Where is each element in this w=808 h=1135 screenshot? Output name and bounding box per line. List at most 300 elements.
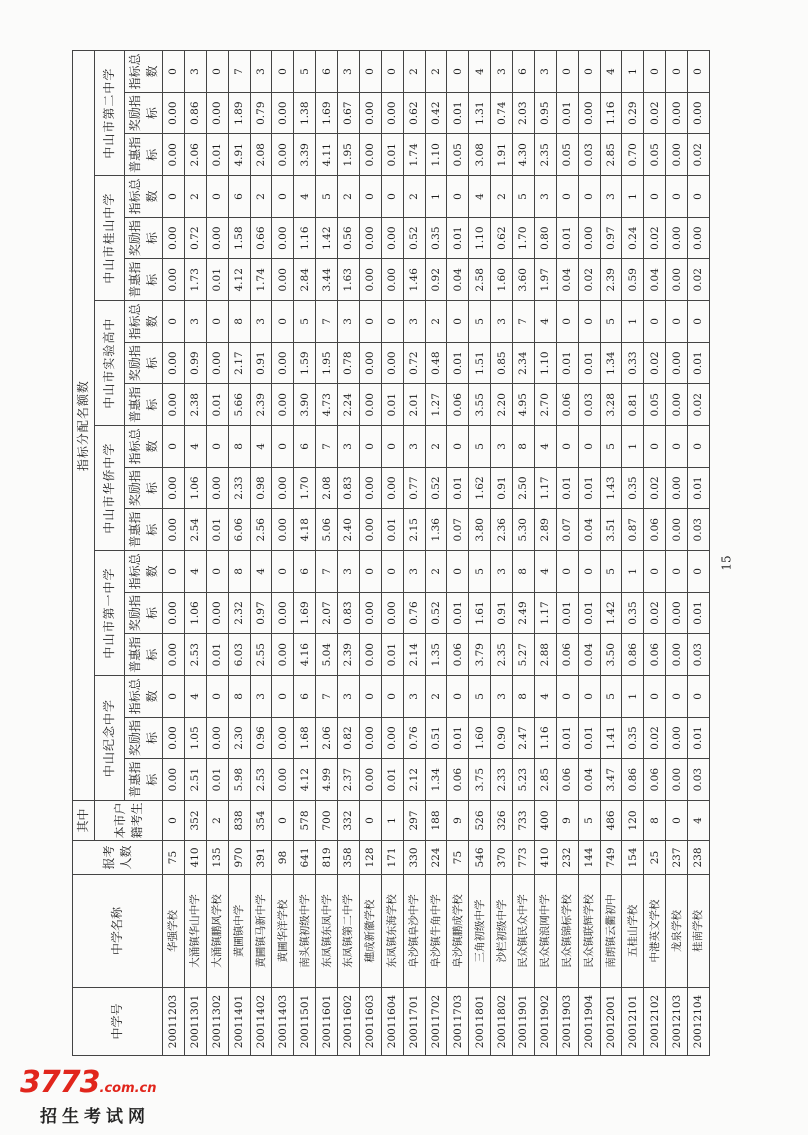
quota-cell: 0.00 <box>163 509 185 551</box>
quota-cell: 0.05 <box>447 134 469 176</box>
school-code-cell: 20011703 <box>447 988 469 1056</box>
quota-cell: 3 <box>491 676 513 718</box>
header-code: 中学号 <box>73 988 163 1056</box>
subheader-cell: 奖励指标 <box>125 592 163 634</box>
applicants-cell: 970 <box>228 841 250 875</box>
quota-cell: 0.00 <box>206 342 228 384</box>
quota-cell: 0 <box>206 301 228 343</box>
quota-cell: 7 <box>228 51 250 93</box>
quota-cell: 0 <box>163 176 185 218</box>
quota-cell: 1.70 <box>513 217 535 259</box>
quota-cell: 0.00 <box>359 384 381 426</box>
school-name-cell: 阜沙镇鹏成学校 <box>447 875 469 988</box>
quota-cell: 0.66 <box>250 217 272 259</box>
quota-cell: 0.67 <box>338 92 360 134</box>
quota-cell: 0.01 <box>206 384 228 426</box>
quota-cell: 0.06 <box>556 634 578 676</box>
quota-cell: 0.83 <box>338 467 360 509</box>
table-row <box>666 51 688 1056</box>
quota-cell: 3.80 <box>469 509 491 551</box>
applicants-cell: 154 <box>622 841 644 875</box>
quota-cell: 1 <box>622 176 644 218</box>
quota-cell: 2.38 <box>184 384 206 426</box>
quota-cell: 0 <box>447 51 469 93</box>
quota-cell: 0.00 <box>359 634 381 676</box>
school-code-cell: 20011802 <box>491 988 513 1056</box>
quota-cell: 5 <box>316 176 338 218</box>
quota-cell: 0.01 <box>688 342 710 384</box>
quota-cell: 6.03 <box>228 634 250 676</box>
school-code-cell: 20011603 <box>359 988 381 1056</box>
subheader-cell: 指标总数 <box>125 176 163 218</box>
quota-cell: 0 <box>578 176 600 218</box>
school-name-cell: 黄圃镇中学 <box>228 875 250 988</box>
quota-cell: 5 <box>294 301 316 343</box>
school-code-cell: 20011501 <box>294 988 316 1056</box>
quota-cell: 0.01 <box>206 509 228 551</box>
quota-cell: 0 <box>644 51 666 93</box>
quota-cell: 1.69 <box>294 592 316 634</box>
quota-cell: 2.08 <box>250 134 272 176</box>
subheader-cell: 奖励指标 <box>125 217 163 259</box>
quota-cell: 5 <box>469 426 491 468</box>
quota-cell: 0 <box>644 551 666 593</box>
quota-cell: 0 <box>666 676 688 718</box>
quota-cell: 0 <box>359 301 381 343</box>
local-hukou-cell: 188 <box>425 801 447 841</box>
quota-cell: 5 <box>513 176 535 218</box>
quota-cell: 0.83 <box>338 592 360 634</box>
quota-cell: 4 <box>534 676 556 718</box>
quota-cell: 0.00 <box>206 717 228 759</box>
quota-cell: 8 <box>228 676 250 718</box>
quota-cell: 0 <box>163 51 185 93</box>
quota-cell: 0.00 <box>666 467 688 509</box>
quota-cell: 1.16 <box>600 92 622 134</box>
quota-cell: 3.08 <box>469 134 491 176</box>
quota-cell: 0.01 <box>381 634 403 676</box>
local-hukou-cell: 700 <box>316 801 338 841</box>
school-code-cell: 20011601 <box>316 988 338 1056</box>
applicants-cell: 410 <box>184 841 206 875</box>
quota-cell: 1.58 <box>228 217 250 259</box>
quota-cell: 0.02 <box>644 467 666 509</box>
table-row <box>644 51 666 1056</box>
quota-cell: 2.49 <box>513 592 535 634</box>
table-row <box>338 51 360 1056</box>
quota-cell: 1.91 <box>491 134 513 176</box>
quota-cell: 3 <box>338 51 360 93</box>
school-code-cell: 20012102 <box>644 988 666 1056</box>
quota-cell: 4 <box>294 176 316 218</box>
quota-cell: 0.01 <box>447 717 469 759</box>
quota-cell: 0.24 <box>622 217 644 259</box>
quota-cell: 7 <box>316 676 338 718</box>
quota-cell: 2.14 <box>403 634 425 676</box>
table-row <box>534 51 556 1056</box>
quota-cell: 0.72 <box>184 217 206 259</box>
quota-cell: 0.00 <box>359 259 381 301</box>
quota-cell: 0 <box>666 176 688 218</box>
quota-cell: 0.00 <box>163 634 185 676</box>
table-row <box>491 51 513 1056</box>
quota-cell: 0.00 <box>163 592 185 634</box>
quota-cell: 2 <box>403 176 425 218</box>
quota-cell: 0.02 <box>688 259 710 301</box>
quota-cell: 1.31 <box>469 92 491 134</box>
school-code-cell: 20011901 <box>513 988 535 1056</box>
local-hukou-cell: 733 <box>513 801 535 841</box>
quota-cell: 0.00 <box>206 467 228 509</box>
quota-cell: 1.17 <box>534 592 556 634</box>
applicants-cell: 773 <box>513 841 535 875</box>
quota-cell: 0.92 <box>425 259 447 301</box>
quota-cell: 0.62 <box>491 217 513 259</box>
quota-cell: 2.54 <box>184 509 206 551</box>
school-name-cell: 桂南学校 <box>688 875 710 988</box>
quota-cell: 3.51 <box>600 509 622 551</box>
school-code-cell: 20011401 <box>228 988 250 1056</box>
quota-cell: 2.53 <box>250 759 272 801</box>
quota-cell: 3 <box>184 301 206 343</box>
quota-cell: 0 <box>447 676 469 718</box>
quota-cell: 2.39 <box>338 634 360 676</box>
site-logo[interactable] <box>20 1066 195 1126</box>
quota-cell: 2 <box>491 176 513 218</box>
school-code-cell: 20012104 <box>688 988 710 1056</box>
local-hukou-cell: 578 <box>294 801 316 841</box>
quota-cell: 1.16 <box>534 717 556 759</box>
applicants-cell: 358 <box>338 841 360 875</box>
school-code-cell: 20011203 <box>163 988 185 1056</box>
quota-cell: 1 <box>622 551 644 593</box>
school-name-cell: 五桂山学校 <box>622 875 644 988</box>
quota-cell: 1.70 <box>294 467 316 509</box>
quota-cell: 1 <box>622 51 644 93</box>
quota-cell: 1.43 <box>600 467 622 509</box>
quota-cell: 0.01 <box>578 342 600 384</box>
quota-cell: 4 <box>600 51 622 93</box>
quota-cell: 6 <box>228 176 250 218</box>
quota-cell: 0.98 <box>250 467 272 509</box>
quota-cell: 0.80 <box>534 217 556 259</box>
quota-cell: 0.01 <box>206 259 228 301</box>
quota-cell: 0.06 <box>447 384 469 426</box>
school-name-cell: 民众镇联辉学校 <box>578 875 600 988</box>
quota-cell: 1.42 <box>316 217 338 259</box>
quota-cell: 6 <box>316 51 338 93</box>
quota-cell: 0.00 <box>359 509 381 551</box>
quota-cell: 0 <box>447 551 469 593</box>
applicants-cell: 144 <box>578 841 600 875</box>
quota-cell: 0 <box>556 426 578 468</box>
quota-cell: 0.77 <box>403 467 425 509</box>
quota-cell: 4 <box>469 176 491 218</box>
quota-cell: 4.11 <box>316 134 338 176</box>
quota-cell: 1 <box>622 301 644 343</box>
local-hukou-cell: 354 <box>250 801 272 841</box>
quota-cell: 2 <box>250 176 272 218</box>
table-row <box>688 51 710 1056</box>
quota-cell: 0 <box>666 51 688 93</box>
quota-cell: 5 <box>469 676 491 718</box>
school-code-cell: 20011602 <box>338 988 360 1056</box>
local-hukou-cell: 120 <box>622 801 644 841</box>
quota-cell: 0.00 <box>272 467 294 509</box>
local-hukou-cell: 1 <box>381 801 403 841</box>
school-code-cell: 20011402 <box>250 988 272 1056</box>
quota-cell: 8 <box>513 551 535 593</box>
quota-cell: 0.00 <box>666 634 688 676</box>
applicants-cell: 819 <box>316 841 338 875</box>
quota-cell: 0 <box>272 676 294 718</box>
school-name-cell: 龙泉学校 <box>666 875 688 988</box>
quota-cell: 1.89 <box>228 92 250 134</box>
quota-cell: 0 <box>578 676 600 718</box>
quota-cell: 5.27 <box>513 634 535 676</box>
quota-cell: 0.04 <box>578 509 600 551</box>
quota-cell: 3 <box>338 676 360 718</box>
quota-cell: 0.05 <box>644 384 666 426</box>
quota-cell: 4.91 <box>228 134 250 176</box>
quota-cell: 0.51 <box>425 717 447 759</box>
quota-cell: 0 <box>381 301 403 343</box>
table-row <box>425 51 447 1056</box>
quota-cell: 0.00 <box>688 217 710 259</box>
applicants-cell: 25 <box>644 841 666 875</box>
quota-cell: 0.00 <box>381 592 403 634</box>
quota-cell: 1.34 <box>600 342 622 384</box>
local-hukou-cell: 9 <box>556 801 578 841</box>
quota-cell: 0 <box>556 676 578 718</box>
quota-cell: 7 <box>316 551 338 593</box>
quota-cell: 0.06 <box>644 634 666 676</box>
school-code-cell: 20012001 <box>600 988 622 1056</box>
quota-cell: 2.53 <box>184 634 206 676</box>
quota-cell: 2.32 <box>228 592 250 634</box>
school-header: 中山市实验高中 <box>95 301 125 426</box>
quota-cell: 0.97 <box>600 217 622 259</box>
local-hukou-cell: 326 <box>491 801 513 841</box>
applicants-cell: 546 <box>469 841 491 875</box>
quota-cell: 1.68 <box>294 717 316 759</box>
quota-cell: 5 <box>600 676 622 718</box>
school-header: 中山市第一中学 <box>95 551 125 676</box>
quota-cell: 3 <box>250 51 272 93</box>
quota-cell: 4 <box>250 551 272 593</box>
quota-cell: 4.95 <box>513 384 535 426</box>
quota-cell: 2.84 <box>294 259 316 301</box>
quota-cell: 4 <box>184 676 206 718</box>
quota-cell: 0 <box>163 426 185 468</box>
applicants-cell: 237 <box>666 841 688 875</box>
quota-cell: 0.00 <box>272 134 294 176</box>
quota-cell: 0.03 <box>688 634 710 676</box>
table-row <box>403 51 425 1056</box>
quota-cell: 0 <box>359 426 381 468</box>
quota-cell: 0 <box>272 426 294 468</box>
quota-cell: 0 <box>688 301 710 343</box>
quota-cell: 7 <box>513 301 535 343</box>
quota-cell: 0 <box>381 676 403 718</box>
subheader-cell: 普惠指标 <box>125 259 163 301</box>
quota-cell: 0.02 <box>644 717 666 759</box>
quota-cell: 0.62 <box>403 92 425 134</box>
quota-cell: 3 <box>338 551 360 593</box>
quota-cell: 1.60 <box>469 717 491 759</box>
quota-cell: 3.28 <box>600 384 622 426</box>
quota-cell: 1.95 <box>316 342 338 384</box>
quota-cell: 0.99 <box>184 342 206 384</box>
quota-cell: 2.08 <box>316 467 338 509</box>
subheader-cell: 指标总数 <box>125 551 163 593</box>
quota-cell: 0.00 <box>666 717 688 759</box>
quota-cell: 0 <box>644 426 666 468</box>
quota-cell: 1.35 <box>425 634 447 676</box>
quota-cell: 0.91 <box>491 467 513 509</box>
applicants-cell: 410 <box>534 841 556 875</box>
school-name-cell: 民众镇浪网中学 <box>534 875 556 988</box>
quota-cell: 0.00 <box>666 509 688 551</box>
quota-cell: 5.04 <box>316 634 338 676</box>
quota-cell: 1.10 <box>469 217 491 259</box>
school-header: 中山市华侨中学 <box>95 426 125 551</box>
quota-cell: 0 <box>272 551 294 593</box>
quota-cell: 3 <box>403 301 425 343</box>
table-row <box>622 51 644 1056</box>
page-number: 15 <box>719 555 734 571</box>
quota-cell: 8 <box>228 301 250 343</box>
table-row <box>250 51 272 1056</box>
school-name-cell: 华强学校 <box>163 875 185 988</box>
quota-cell: 0 <box>578 51 600 93</box>
quota-cell: 2.47 <box>513 717 535 759</box>
quota-cell: 0.00 <box>272 509 294 551</box>
applicants-cell: 75 <box>163 841 185 875</box>
quota-cell: 1.61 <box>469 592 491 634</box>
local-hukou-cell: 2 <box>206 801 228 841</box>
quota-cell: 0.00 <box>359 592 381 634</box>
quota-cell: 1.95 <box>338 134 360 176</box>
quota-cell: 0.00 <box>163 467 185 509</box>
quota-cell: 0.01 <box>556 592 578 634</box>
quota-cell: 2 <box>184 176 206 218</box>
local-hukou-cell: 0 <box>666 801 688 841</box>
quota-cell: 0 <box>578 301 600 343</box>
quota-cell: 0.06 <box>447 634 469 676</box>
quota-cell: 4 <box>469 51 491 93</box>
school-name-cell: 东凤镇东海学校 <box>381 875 403 988</box>
quota-cell: 3 <box>534 51 556 93</box>
school-code-cell: 20011604 <box>381 988 403 1056</box>
quota-cell: 3 <box>250 676 272 718</box>
quota-cell: 1.97 <box>534 259 556 301</box>
quota-cell: 0 <box>206 551 228 593</box>
quota-cell: 2.50 <box>513 467 535 509</box>
quota-cell: 0 <box>163 301 185 343</box>
quota-cell: 0 <box>359 51 381 93</box>
quota-cell: 0.48 <box>425 342 447 384</box>
school-header: 中山市第二中学 <box>95 51 125 176</box>
quota-cell: 0 <box>359 676 381 718</box>
quota-cell: 1.69 <box>316 92 338 134</box>
quota-cell: 1 <box>622 426 644 468</box>
quota-cell: 0 <box>556 301 578 343</box>
table-row <box>184 51 206 1056</box>
quota-cell: 2.17 <box>228 342 250 384</box>
quota-cell: 2.88 <box>534 634 556 676</box>
logo-tagline: 招生考试网 <box>40 1107 150 1127</box>
quota-cell: 2.51 <box>184 759 206 801</box>
quota-cell: 3 <box>491 301 513 343</box>
quota-cell: 1.42 <box>600 592 622 634</box>
quota-cell: 0 <box>272 301 294 343</box>
quota-cell: 0.06 <box>447 759 469 801</box>
quota-cell: 0.00 <box>359 759 381 801</box>
applicants-cell: 238 <box>688 841 710 875</box>
quota-cell: 1.10 <box>534 342 556 384</box>
table-row <box>381 51 403 1056</box>
quota-cell: 0 <box>206 51 228 93</box>
quota-cell: 2.89 <box>534 509 556 551</box>
local-hukou-cell: 8 <box>644 801 666 841</box>
quota-cell: 2.34 <box>513 342 535 384</box>
quota-cell: 4 <box>534 551 556 593</box>
quota-cell: 0.00 <box>578 92 600 134</box>
quota-cell: 0.00 <box>381 467 403 509</box>
quota-cell: 0 <box>381 176 403 218</box>
quota-cell: 0.00 <box>666 217 688 259</box>
quota-cell: 0.00 <box>666 759 688 801</box>
school-name-cell: 阜沙镇牛角中学 <box>425 875 447 988</box>
quota-cell: 3 <box>403 551 425 593</box>
school-name-cell: 民众镇锦标学校 <box>556 875 578 988</box>
quota-cell: 2.33 <box>228 467 250 509</box>
quota-cell: 0 <box>578 551 600 593</box>
quota-cell: 0.00 <box>272 634 294 676</box>
quota-cell: 0.74 <box>491 92 513 134</box>
subheader-cell: 奖励指标 <box>125 92 163 134</box>
quota-cell: 0.01 <box>206 134 228 176</box>
quota-cell: 0.03 <box>688 759 710 801</box>
quota-cell: 0.87 <box>622 509 644 551</box>
quota-cell: 0.02 <box>644 592 666 634</box>
quota-cell: 5 <box>600 301 622 343</box>
quota-cell: 1.10 <box>425 134 447 176</box>
quota-cell: 0 <box>578 426 600 468</box>
subheader-cell: 普惠指标 <box>125 384 163 426</box>
quota-cell: 2.03 <box>513 92 535 134</box>
table-row <box>228 51 250 1056</box>
quota-cell: 2 <box>425 551 447 593</box>
quota-cell: 0.97 <box>250 592 272 634</box>
quota-cell: 0.35 <box>622 717 644 759</box>
quota-cell: 8 <box>228 426 250 468</box>
quota-cell: 1.36 <box>425 509 447 551</box>
quota-cell: 0.00 <box>381 717 403 759</box>
quota-cell: 0 <box>666 426 688 468</box>
quota-cell: 1 <box>622 676 644 718</box>
quota-cell: 5 <box>469 551 491 593</box>
quota-cell: 1.51 <box>469 342 491 384</box>
quota-cell: 0.00 <box>272 92 294 134</box>
quota-cell: 2.24 <box>338 384 360 426</box>
quota-cell: 5 <box>600 551 622 593</box>
table-row <box>316 51 338 1056</box>
table-row <box>556 51 578 1056</box>
quota-cell: 0.00 <box>272 759 294 801</box>
subheader-cell: 指标总数 <box>125 301 163 343</box>
